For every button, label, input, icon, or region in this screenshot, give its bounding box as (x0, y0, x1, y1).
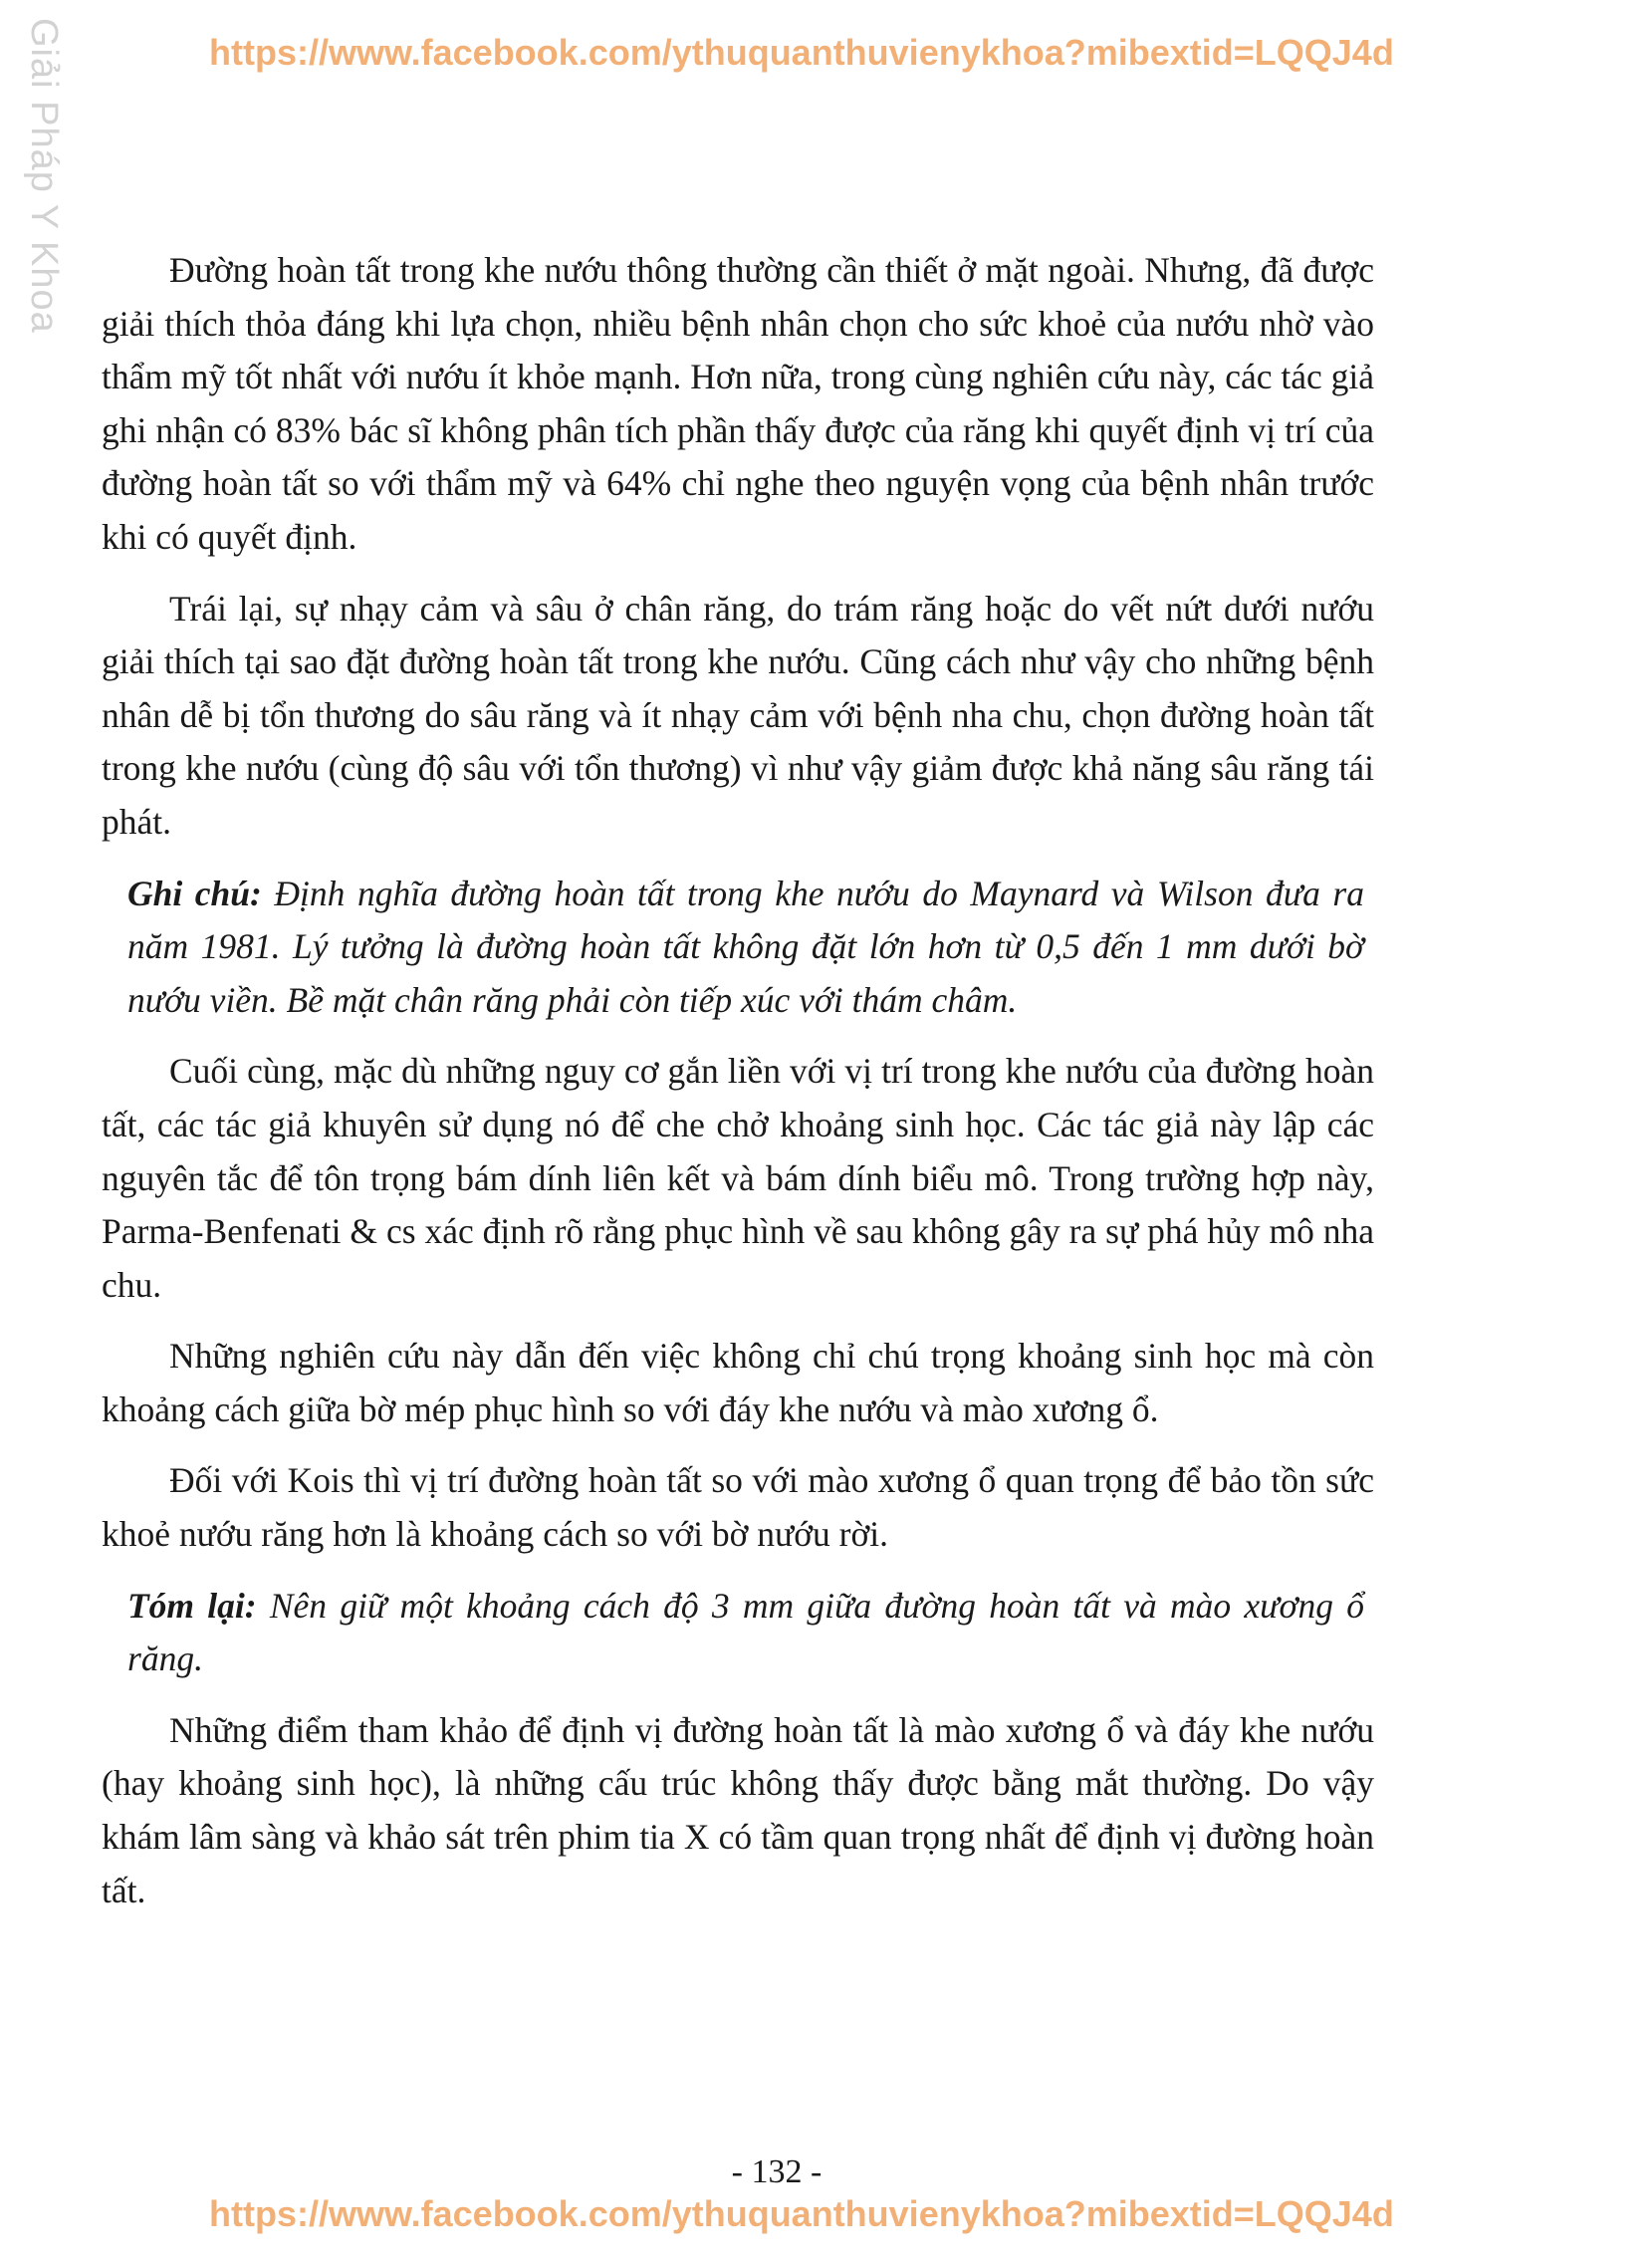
watermark-url-top: https://www.facebook.com/ythuquanthuvienykhoa?mibextid=LQQJ4d (209, 32, 1394, 73)
paragraph-2: Trái lại, sự nhạy cảm và sâu ở chân răng, do trám răng hoặc do vết nứt dưới nướu giải thích tại sao đặt đường hoàn tất trong khe nướu. Cũng cách như vậy cho những bệnh nhân dễ bị tổn thương do sâu răng và ít nhạy cảm với bệnh nha chu, chọn đường hoàn tất trong khe nướu (cùng độ sâu với tổn thương) vì như vậy giảm được khả năng sâu răng tái phát. (102, 588, 1374, 842)
paragraph-4: Những nghiên cứu này dẫn đến việc không chỉ chú trọng khoảng sinh học mà còn khoảng cách giữa bờ mép phục hình so với đáy khe nướu và mào xương ổ. (102, 1336, 1374, 1429)
note-summary-label: Tóm lại: (127, 1585, 257, 1626)
note-definition-label: Ghi chú: (127, 873, 262, 913)
paragraph-6: Những điểm tham khảo để định vị đường hoàn tất là mào xương ổ và đáy khe nướu (hay khoảng sinh học), là những cấu trúc không thấy được bằng mắt thường. Do vậy khám lâm sàng và khảo sát trên phim tia X có tầm quan trọng nhất để định vị đường hoàn tất. (102, 1709, 1374, 1910)
paragraph-5: Đối với Kois thì vị trí đường hoàn tất so với mào xương ổ quan trọng để bảo tồn sức khoẻ nướu răng hơn là khoảng cách so với bờ nướu rời. (102, 1460, 1374, 1555)
page-content (102, 244, 1374, 1935)
note-definition-text: Định nghĩa đường hoàn tất trong khe nướu do Maynard và Wilson đưa ra năm 1981. Lý tưởng là đường hoàn tất không đặt lớn hơn từ 0,5 đến 1 mm dưới bờ nướu viền. Bề mặt chân răng phải còn tiếp xúc với thám châm. (127, 873, 1364, 1020)
note-summary-text: Nên giữ một khoảng cách độ 3 mm giữa đường hoàn tất và mào xương ổ răng. (127, 1585, 1364, 1679)
side-watermark-text: Giải Pháp Y Khoa (23, 18, 65, 334)
page-number: - 132 - (731, 2153, 823, 2190)
watermark-url-bottom: https://www.facebook.com/ythuquanthuvienykhoa?mibextid=LQQJ4d (209, 2193, 1394, 2234)
paragraph-3: Cuối cùng, mặc dù những nguy cơ gắn liền với vị trí trong khe nướu của đường hoàn tất, các tác giả khuyên sử dụng nó để che chở khoảng sinh học. Các tác giả này lập các nguyên tắc để tôn trọng bám dính liên kết và bám dính biểu mô. Trong trường hợp này, Parma-Benfenati & cs xác định rõ rằng phục hình về sau không gây ra sự phá hủy mô nha chu. (102, 1051, 1374, 1305)
note-summary (127, 1580, 1364, 1686)
paragraph-1: Đường hoàn tất trong khe nướu thông thường cần thiết ở mặt ngoài. Nhưng, đã được giải thích thỏa đáng khi lựa chọn, nhiều bệnh nhân chọn cho sức khoẻ của nướu nhờ vào thẩm mỹ tốt nhất với nướu ít khỏe mạnh. Hơn nữa, trong cùng nghiên cứu này, các tác giả ghi nhận có 83% bác sĩ không phân tích phần thấy được của răng khi quyết định vị trí của đường hoàn tất so với thẩm mỹ và 64% chỉ nghe theo nguyện vọng của bệnh nhân trước khi có quyết định. (102, 250, 1374, 557)
note-definition (127, 868, 1364, 1028)
